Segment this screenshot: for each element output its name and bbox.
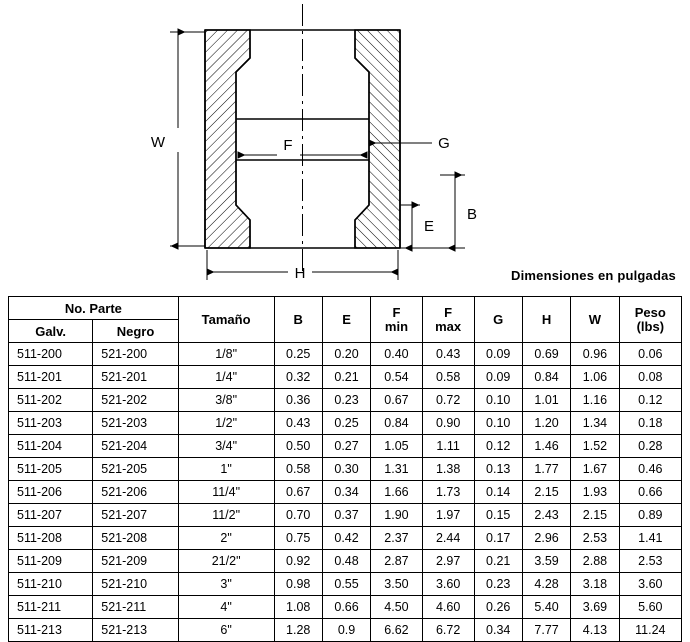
dimension-e [400,205,434,248]
table-row [9,343,682,366]
header-galv: Galv. [9,320,93,343]
header-peso-line2: (lbs) [636,318,665,334]
cell-h: 5.40 [522,596,570,619]
cell-b: 0.36 [274,389,322,412]
cell-fmax: 1.73 [422,481,474,504]
header-f-min-line1: F [392,304,401,320]
label-f: F [283,137,293,154]
cell-e: 0.23 [322,389,370,412]
cell-fmin: 0.54 [371,366,422,389]
header-f-min-line2: min [384,318,409,334]
cell-b: 0.25 [274,343,322,366]
cell-b: 1.28 [274,619,322,642]
header-g: G [474,297,522,343]
cell-b: 0.75 [274,527,322,550]
cell-fmin: 1.31 [371,458,422,481]
cell-g: 0.34 [474,619,522,642]
cell-e: 0.25 [322,412,370,435]
cell-b: 0.58 [274,458,322,481]
cell-fmax: 6.72 [422,619,474,642]
cell-fmin: 2.87 [371,550,422,573]
dimension-b [420,175,477,248]
cell-peso: 1.41 [619,527,681,550]
cell-negro: 521-203 [93,412,178,435]
cell-galv: 511-202 [9,389,93,412]
cell-h: 3.59 [522,550,570,573]
cell-tamano: 1/4" [178,366,274,389]
cell-galv: 511-207 [9,504,93,527]
cell-tamano: 1/2" [178,412,274,435]
right-wall-section [355,30,400,248]
cell-fmin: 0.67 [371,389,422,412]
cell-galv: 511-210 [9,573,93,596]
header-f-max [422,297,474,343]
table-row [9,619,682,642]
cell-g: 0.09 [474,366,522,389]
cell-w: 0.96 [571,343,619,366]
cell-g: 0.14 [474,481,522,504]
cell-e: 0.9 [322,619,370,642]
label-h: H [294,265,306,282]
cell-b: 0.50 [274,435,322,458]
cell-peso: 0.08 [619,366,681,389]
cell-fmax: 2.97 [422,550,474,573]
table-head [9,297,682,343]
cell-w: 1.34 [571,412,619,435]
cell-h: 0.69 [522,343,570,366]
cell-g: 0.21 [474,550,522,573]
header-h: H [522,297,570,343]
header-no-parte: No. Parte [9,297,179,320]
cell-fmin: 1.66 [371,481,422,504]
cell-fmax: 1.97 [422,504,474,527]
coupling-diagram [0,0,690,290]
cell-negro: 521-202 [93,389,178,412]
cell-e: 0.27 [322,435,370,458]
header-f-max-line1: F [444,304,453,320]
cell-fmax: 0.90 [422,412,474,435]
cell-negro: 521-209 [93,550,178,573]
cell-h: 0.84 [522,366,570,389]
cell-w: 1.16 [571,389,619,412]
cell-galv: 511-205 [9,458,93,481]
cell-fmin: 1.90 [371,504,422,527]
cell-peso: 2.53 [619,550,681,573]
cell-negro: 521-211 [93,596,178,619]
table-row [9,412,682,435]
cell-tamano: 3/8" [178,389,274,412]
cell-h: 2.96 [522,527,570,550]
header-peso [619,297,681,343]
cell-fmin: 0.84 [371,412,422,435]
label-b: B [466,206,478,223]
cell-h: 4.28 [522,573,570,596]
header-w: W [571,297,619,343]
cell-galv: 511-200 [9,343,93,366]
units-note: Dimensiones en pulgadas [511,268,676,283]
cell-negro: 521-201 [93,366,178,389]
label-w: W [150,134,166,151]
table-header-row-1 [9,297,682,320]
header-f-max-line2: max [435,318,462,334]
cell-g: 0.15 [474,504,522,527]
cell-h: 2.15 [522,481,570,504]
cell-peso: 0.89 [619,504,681,527]
cell-w: 2.88 [571,550,619,573]
cell-b: 0.67 [274,481,322,504]
cell-negro: 521-210 [93,573,178,596]
header-f-min [371,297,422,343]
header-negro: Negro [93,320,178,343]
table-row [9,389,682,412]
cell-peso: 0.28 [619,435,681,458]
cell-galv: 511-211 [9,596,93,619]
table-row [9,596,682,619]
cell-negro: 521-207 [93,504,178,527]
cell-b: 0.92 [274,550,322,573]
cell-b: 0.32 [274,366,322,389]
cell-w: 1.52 [571,435,619,458]
cell-e: 0.55 [322,573,370,596]
cell-negro: 521-205 [93,458,178,481]
cell-galv: 511-213 [9,619,93,642]
cell-fmax: 1.38 [422,458,474,481]
cell-h: 1.20 [522,412,570,435]
cell-g: 0.26 [474,596,522,619]
cell-b: 0.70 [274,504,322,527]
cell-g: 0.12 [474,435,522,458]
cell-tamano: 11/4" [178,481,274,504]
cell-peso: 0.46 [619,458,681,481]
cell-e: 0.42 [322,527,370,550]
cell-negro: 521-213 [93,619,178,642]
table-row [9,527,682,550]
cell-g: 0.17 [474,527,522,550]
cell-g: 0.10 [474,389,522,412]
cell-e: 0.21 [322,366,370,389]
cell-tamano: 11/2" [178,504,274,527]
table-row [9,366,682,389]
cell-w: 2.53 [571,527,619,550]
cell-galv: 511-208 [9,527,93,550]
table-row [9,550,682,573]
cell-galv: 511-206 [9,481,93,504]
dimensions-table [8,296,682,642]
cell-fmax: 0.72 [422,389,474,412]
table-row [9,481,682,504]
cell-tamano: 1" [178,458,274,481]
cell-w: 1.67 [571,458,619,481]
cell-fmin: 0.40 [371,343,422,366]
cell-tamano: 3" [178,573,274,596]
label-g: G [438,135,450,152]
cell-e: 0.48 [322,550,370,573]
cell-galv: 511-201 [9,366,93,389]
cell-fmax: 2.44 [422,527,474,550]
dimension-w [151,32,205,246]
cell-e: 0.20 [322,343,370,366]
cell-fmin: 4.50 [371,596,422,619]
cell-negro: 521-204 [93,435,178,458]
cell-b: 1.08 [274,596,322,619]
table-row [9,573,682,596]
cell-b: 0.43 [274,412,322,435]
cell-g: 0.10 [474,412,522,435]
cell-peso: 5.60 [619,596,681,619]
cell-fmax: 0.43 [422,343,474,366]
cell-h: 1.01 [522,389,570,412]
label-e: E [423,218,435,235]
cell-e: 0.37 [322,504,370,527]
cell-tamano: 4" [178,596,274,619]
cell-e: 0.34 [322,481,370,504]
cell-fmin: 6.62 [371,619,422,642]
table-body [9,343,682,642]
cell-w: 1.93 [571,481,619,504]
dimensions-table-wrapper [8,296,682,642]
cell-fmin: 3.50 [371,573,422,596]
cell-fmin: 1.05 [371,435,422,458]
cell-fmax: 3.60 [422,573,474,596]
cell-w: 3.69 [571,596,619,619]
header-b: B [274,297,322,343]
cell-e: 0.30 [322,458,370,481]
cell-negro: 521-206 [93,481,178,504]
cell-tamano: 2" [178,527,274,550]
cell-g: 0.23 [474,573,522,596]
cell-fmax: 0.58 [422,366,474,389]
header-e: E [322,297,370,343]
header-tamano: Tamaño [178,297,274,343]
cell-w: 4.13 [571,619,619,642]
coupling-drawing [0,0,690,290]
cell-tamano: 21/2" [178,550,274,573]
cell-galv: 511-209 [9,550,93,573]
cell-fmin: 2.37 [371,527,422,550]
left-wall-section [205,30,250,248]
cell-negro: 521-208 [93,527,178,550]
cell-h: 1.46 [522,435,570,458]
cell-b: 0.98 [274,573,322,596]
cell-e: 0.66 [322,596,370,619]
cell-w: 1.06 [571,366,619,389]
table-row [9,435,682,458]
cell-w: 3.18 [571,573,619,596]
cell-fmax: 1.11 [422,435,474,458]
cell-peso: 3.60 [619,573,681,596]
cell-h: 1.77 [522,458,570,481]
cell-galv: 511-204 [9,435,93,458]
cell-g: 0.13 [474,458,522,481]
cell-tamano: 6" [178,619,274,642]
cell-h: 7.77 [522,619,570,642]
cell-g: 0.09 [474,343,522,366]
cell-negro: 521-200 [93,343,178,366]
cell-peso: 0.66 [619,481,681,504]
cell-peso: 0.18 [619,412,681,435]
cell-peso: 0.06 [619,343,681,366]
cell-peso: 11.24 [619,619,681,642]
cell-tamano: 1/8" [178,343,274,366]
cell-tamano: 3/4" [178,435,274,458]
cell-w: 2.15 [571,504,619,527]
cell-galv: 511-203 [9,412,93,435]
cell-peso: 0.12 [619,389,681,412]
header-peso-line1: Peso [634,304,666,320]
table-row [9,458,682,481]
cell-fmax: 4.60 [422,596,474,619]
table-row [9,504,682,527]
cell-h: 2.43 [522,504,570,527]
